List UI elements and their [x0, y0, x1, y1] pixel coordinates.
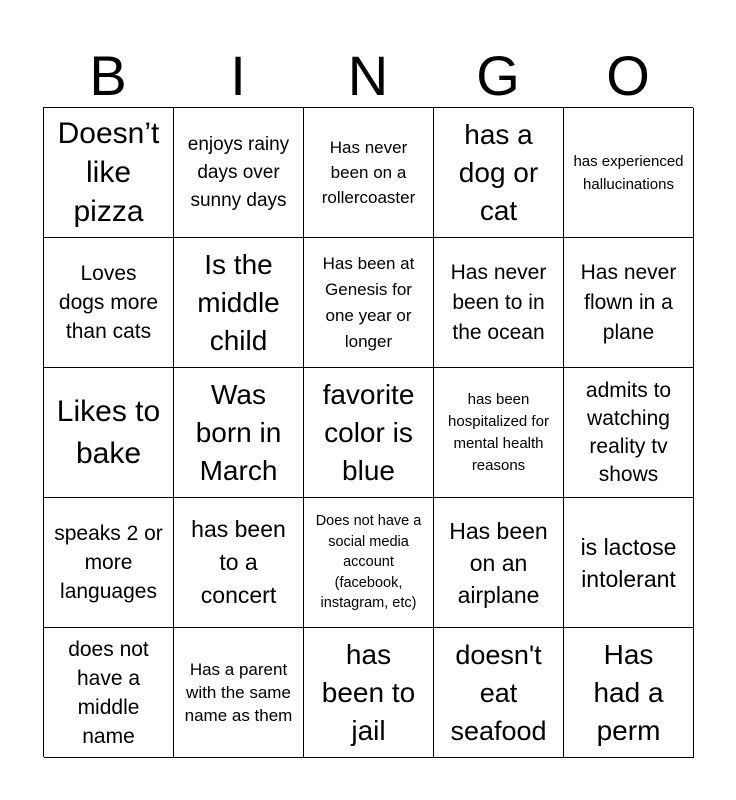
bingo-cell[interactable] [564, 498, 694, 628]
cell-text: favorite color is blue [322, 378, 415, 486]
cell-text: Has had a perm [593, 638, 664, 746]
bingo-cell[interactable] [564, 368, 694, 498]
cell-text: Is the middle child [197, 248, 280, 356]
bingo-cell[interactable] [44, 368, 174, 498]
bingo-cell[interactable] [434, 368, 564, 498]
header-letter-g: G [476, 44, 520, 107]
cell-text: has a dog or cat [458, 118, 539, 226]
cell-text: Was born in March [195, 378, 282, 486]
bingo-cell[interactable] [44, 108, 174, 238]
cell-text: Has a parent with the same name as them [184, 660, 293, 725]
bingo-cell[interactable] [434, 238, 564, 368]
bingo-cell[interactable] [304, 498, 434, 628]
cell-text: Has been at Genesis for one year or longer [322, 253, 415, 351]
cell-text: has experienced hallucinations [573, 152, 684, 193]
cell-text: Does not have a social media account (facebook, instagram, etc) [315, 513, 422, 612]
bingo-cell[interactable] [174, 628, 304, 758]
bingo-cell[interactable] [44, 628, 174, 758]
cell-text: enjoys rainy days over sunny days [187, 133, 290, 211]
bingo-cell[interactable] [564, 628, 694, 758]
cell-text: speaks 2 or more languages [54, 522, 163, 603]
bingo-cell[interactable] [434, 628, 564, 758]
cell-text: is lactose intolerant [580, 533, 677, 592]
bingo-cell[interactable] [174, 238, 304, 368]
cell-text: Has never been to in the ocean [450, 260, 547, 344]
cell-text: Has never flown in a plane [580, 260, 677, 344]
header-letter-o: O [606, 44, 650, 107]
cell-text: does not have a middle name [68, 637, 149, 748]
cell-text: Doesn’t like pizza [57, 117, 160, 228]
bingo-cell[interactable] [44, 238, 174, 368]
cell-text: has been hospitalized for mental health reasons [448, 390, 549, 474]
cell-text: Likes to bake [56, 394, 161, 470]
bingo-grid [43, 107, 693, 757]
cell-text: Loves dogs more than cats [58, 262, 159, 343]
bingo-cell[interactable] [304, 368, 434, 498]
cell-text: has been to jail [321, 638, 416, 746]
bingo-cell[interactable] [304, 238, 434, 368]
bingo-cell[interactable] [174, 498, 304, 628]
bingo-cell[interactable] [434, 108, 564, 238]
header-letter-b: B [89, 44, 127, 107]
bingo-cell[interactable] [174, 368, 304, 498]
cell-text: admits to watching reality tv shows [585, 378, 672, 486]
bingo-cell[interactable] [304, 108, 434, 238]
bingo-cell[interactable] [44, 498, 174, 628]
bingo-cell[interactable] [564, 108, 694, 238]
bingo-cell[interactable] [564, 238, 694, 368]
cell-text: doesn't eat seafood [450, 639, 547, 746]
bingo-header [43, 44, 693, 108]
header-letter-n: N [347, 44, 389, 107]
cell-text: Has never been on a rollercoaster [321, 138, 416, 207]
bingo-cell[interactable] [434, 498, 564, 628]
bingo-cell[interactable] [304, 628, 434, 758]
header-letter-i: I [230, 44, 246, 107]
cell-text: has been to a concert [191, 516, 286, 608]
bingo-cell[interactable] [174, 108, 304, 238]
cell-text: Has been on an airplane [449, 517, 548, 608]
